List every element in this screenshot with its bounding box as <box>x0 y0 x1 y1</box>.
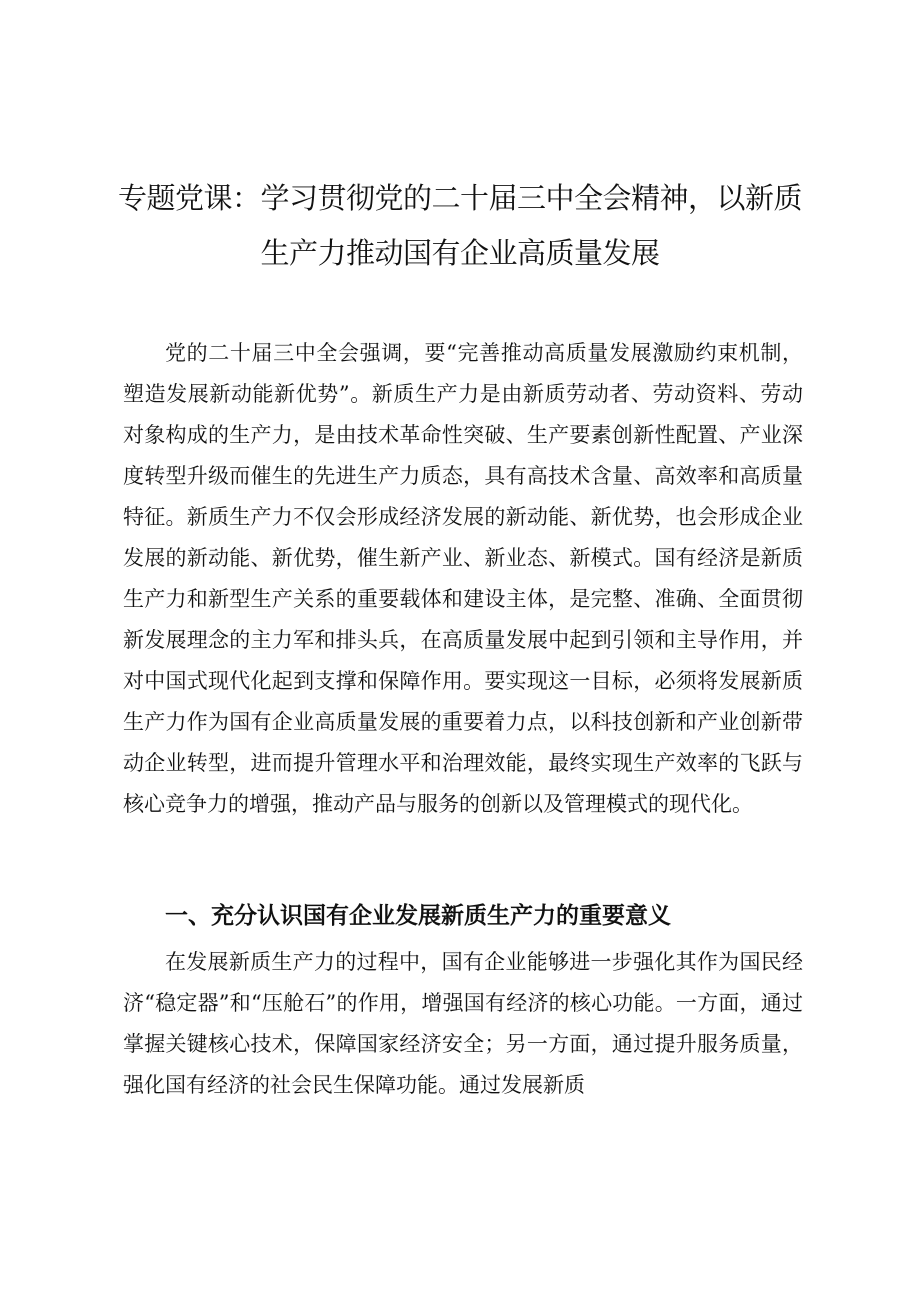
section-heading-1: 一、充分认识国有企业发展新质生产力的重要意义 <box>165 903 671 929</box>
intro-paragraph: 党的二十届三中全会强调，要“完善推动高质量发展激励约束机制，塑造发展新动能新优势”。新质生产力是由新质劳动者、劳动资料、劳动对象构成的生产力，是由技术革命性突破、生产要素创新性配置、产业深度转型升级而催生的先进生产力质态，具有高技术含量、高效率和高质量特征。新质生产力不仅会形成经济发展的新动能、新优势，也会形成企业发展的新动能、新优势，催生新产业、新业态、新模式。国有经济是新质生产力和新型生产关系的重要载体和建设主体，是完整、准确、全面贯彻新发展理念的主力军和排头兵，在高质量发展中起到引领和主导作用，并对中国式现代化起到支撑和保障作用。要实现这一目标，必须将发展新质生产力作为国有企业高质量发展的重要着力点，以科技创新和产业创新带动企业转型，进而提升管理水平和治理效能，最终实现生产效率的飞跃与核心竞争力的增强，推动产品与服务的创新以及管理模式的现代化。 <box>123 341 803 816</box>
section-1-paragraph: 在发展新质生产力的过程中，国有企业能够进一步强化其作为国民经济“稳定器”和“压舱石”的作用，增强国有经济的核心功能。一方面，通过掌握关键核心技术，保障国家经济安全；另一方面，通过提升服务质量，强化国有经济的社会民生保障功能。通过发展新质 <box>123 950 803 1097</box>
document-title-line-2: 生产力推动国有企业高质量发展 <box>260 236 660 270</box>
document-title-line-1: 专题党课：学习贯彻党的二十届三中全会精神，以新质 <box>117 181 802 215</box>
